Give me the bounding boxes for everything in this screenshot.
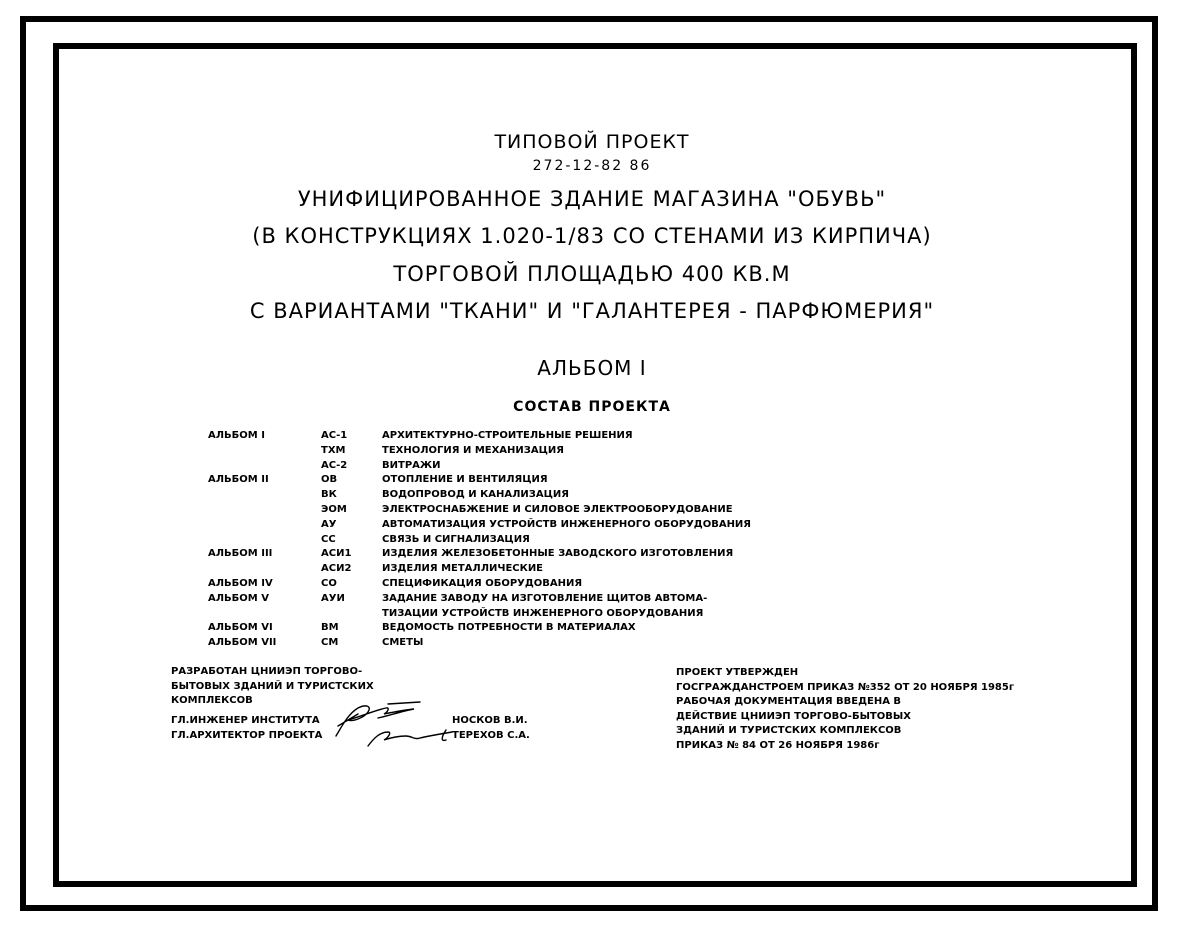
section-description: СМЕТЫ (382, 637, 424, 649)
album-title: АЛЬБОМ I (537, 356, 647, 380)
section-description: ВОДОПРОВОД И КАНАЛИЗАЦИЯ (382, 489, 569, 501)
title-line-1: УНИФИЦИРОВАННОЕ ЗДАНИЕ МАГАЗИНА "ОБУВЬ" (297, 187, 887, 211)
section-description: АРХИТЕКТУРНО-СТРОИТЕЛЬНЫЕ РЕШЕНИЯ (382, 430, 633, 441)
album-label: АЛЬБОМ IV (208, 577, 273, 589)
album-label: АЛЬБОМ II (208, 474, 269, 486)
section-description: ЗАДАНИЕ ЗАВОДУ НА ИЗГОТОВЛЕНИЕ ЩИТОВ АВТОМА- (382, 592, 708, 604)
section-description: ИЗДЕЛИЯ МЕТАЛЛИЧЕСКИЕ (382, 563, 544, 575)
section-description: ЭЛЕКТРОСНАБЖЕНИЕ И СИЛОВОЕ ЭЛЕКТРООБОРУДОВАНИЕ (382, 503, 733, 515)
section-description: СВЯЗЬ И СИГНАЛИЗАЦИЯ (382, 533, 530, 545)
section-code: АУ (321, 518, 337, 530)
signatory-names (452, 714, 530, 743)
section-code: АСИ1 (321, 548, 352, 560)
project-number: 272-12-82 86 (532, 158, 652, 174)
section-code: СС (321, 533, 336, 545)
document-type-label: ТИПОВОЙ ПРОЕКТ (494, 131, 690, 153)
chief-engineer-position: ГЛ.ИНЖЕНЕР ИНСТИТУТА (171, 715, 320, 726)
section-description: СПЕЦИФИКАЦИЯ ОБОРУДОВАНИЯ (382, 577, 583, 589)
album-label: АЛЬБОМ I (208, 430, 265, 441)
approval-line: ПРИКАЗ № 84 ОТ 26 НОЯБРЯ 1986г (676, 739, 880, 751)
signatory-positions (171, 714, 322, 743)
section-code: СО (321, 577, 337, 589)
section-description: АВТОМАТИЗАЦИЯ УСТРОЙСТВ ИНЖЕНЕРНОГО ОБОРУДОВАНИЯ (382, 518, 752, 530)
chief-architect-position: ГЛ.АРХИТЕКТОР ПРОЕКТА (171, 729, 323, 741)
approval-line: ЗДАНИЙ И ТУРИСТСКИХ КОМПЛЕКСОВ (676, 725, 902, 737)
album-label: АЛЬБОМ VI (208, 622, 273, 634)
section-code: ЭОМ (321, 503, 347, 515)
album-label: АЛЬБОМ VII (208, 637, 277, 649)
section-description: ОТОПЛЕНИЕ И ВЕНТИЛЯЦИЯ (382, 474, 548, 486)
section-code: АСИ2 (321, 563, 352, 575)
chief-architect-name: ТЕРЕХОВ С.А. (452, 729, 530, 741)
section-code: АУИ (321, 592, 345, 604)
section-description: ВЕДОМОСТЬ ПОТРЕБНОСТИ В МАТЕРИАЛАХ (382, 622, 636, 634)
album-label: АЛЬБОМ V (208, 592, 269, 604)
section-code: СМ (321, 637, 339, 649)
approval-block (676, 666, 1014, 754)
section-code: ОВ (321, 474, 338, 486)
album-label: АЛЬБОМ III (208, 548, 273, 560)
developer-line: РАЗРАБОТАН ЦНИИЭП ТОРГОВО- (171, 666, 363, 677)
approval-line: ГОСГРАЖДАНСТРОЕМ ПРИКАЗ №352 ОТ 20 НОЯБРЯ 1985г (676, 681, 1015, 693)
section-code: ВК (321, 489, 337, 501)
approval-line: РАБОЧАЯ ДОКУМЕНТАЦИЯ ВВЕДЕНА В (676, 696, 902, 708)
section-code: АС-1 (321, 430, 348, 441)
chief-engineer-name: НОСКОВ В.И. (452, 715, 528, 726)
approval-line: ДЕЙСТВИЕ ЦНИИЭП ТОРГОВО-БЫТОВЫХ (676, 710, 911, 722)
section-description: ИЗДЕЛИЯ ЖЕЛЕЗОБЕТОННЫЕ ЗАВОДСКОГО ИЗГОТОВЛЕНИЯ (382, 548, 734, 560)
composition-heading: СОСТАВ ПРОЕКТА (513, 399, 671, 415)
section-code: АС-2 (321, 459, 348, 471)
developer-line: КОМПЛЕКСОВ (171, 695, 253, 707)
title-line-2: (В КОНСТРУКЦИЯХ 1.020-1/83 СО СТЕНАМИ ИЗ КИРПИЧА) (252, 224, 932, 248)
section-description: ТИЗАЦИИ УСТРОЙСТВ ИНЖЕНЕРНОГО ОБОРУДОВАНИЯ (382, 607, 704, 619)
developer-line: БЫТОВЫХ ЗДАНИЙ И ТУРИСТСКИХ (171, 680, 374, 692)
approval-line: ПРОЕКТ УТВЕРЖДЕН (676, 667, 799, 678)
title-line-4: С ВАРИАНТАМИ "ТКАНИ" И "ГАЛАНТЕРЕЯ - ПАРФЮМЕРИЯ" (249, 299, 935, 323)
section-description: ВИТРАЖИ (382, 459, 441, 471)
section-code: ТХМ (321, 444, 346, 456)
section-code: ВМ (321, 622, 339, 634)
section-description: ТЕХНОЛОГИЯ И МЕХАНИЗАЦИЯ (382, 444, 564, 456)
title-line-3: ТОРГОВОЙ ПЛОЩАДЬЮ 400 КВ.М (393, 262, 791, 286)
